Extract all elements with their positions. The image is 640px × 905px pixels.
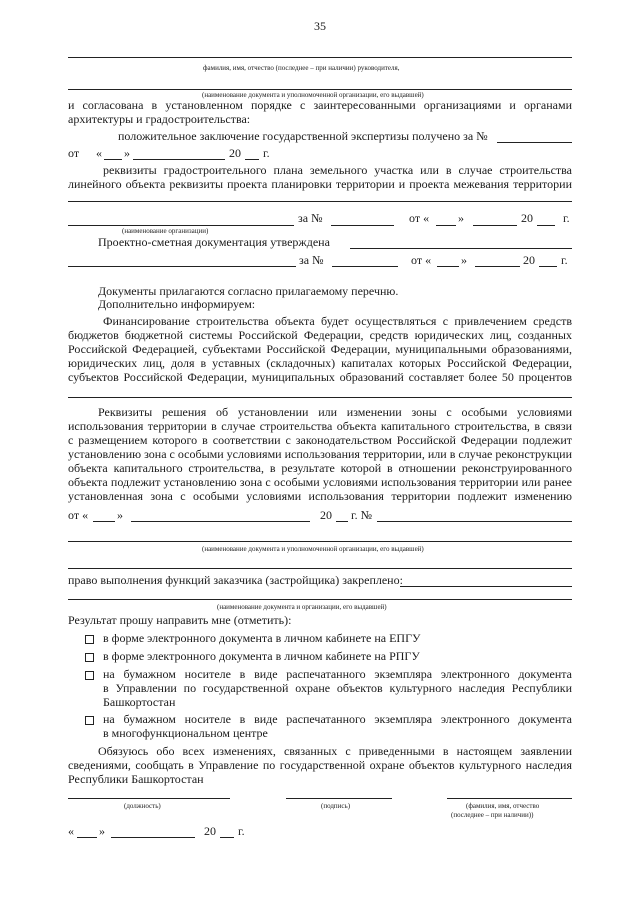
doc-org-caption-1: (наименование документа и уполномоченной организации, его выдавшей)	[202, 91, 424, 99]
position-line	[68, 798, 230, 799]
doc-org-line-2	[68, 541, 572, 542]
expertise-year-line	[245, 159, 259, 160]
expertise-month-line	[133, 159, 225, 160]
zone-number-line	[377, 521, 572, 522]
expertise-date-from: от	[68, 146, 80, 160]
zone-ot: от «	[68, 508, 89, 522]
gpzu-day-line	[436, 225, 456, 226]
obligation-line: Республики Башкортостан	[68, 772, 204, 786]
expertise-quote-close: »	[124, 146, 130, 160]
financing-fill-line	[68, 397, 572, 398]
expertise-text: положительное заключение государственной экспертизы получено за №	[118, 129, 488, 143]
final-quote-open: «	[68, 824, 74, 838]
gpzu-line-1: реквизиты градостроительного плана земельного участка или в случае строительства	[103, 163, 572, 177]
zone-line: установлению зона с особыми условиями использования территории, или в случае реконструкции	[68, 447, 572, 461]
estimate-year-line	[539, 266, 557, 267]
estimate-year: 20	[523, 253, 535, 267]
gpzu-year: 20	[521, 211, 533, 225]
doc-org-caption-2: (наименование документа и уполномоченной организации, его выдавшей)	[202, 545, 424, 553]
option-checkbox[interactable]	[85, 635, 94, 644]
estimate-month-line	[475, 266, 520, 267]
additional-text: Дополнительно информируем:	[98, 297, 256, 311]
option-label: в многофункциональном центре	[103, 726, 268, 740]
option-checkbox[interactable]	[85, 671, 94, 680]
doc-org-caption-3: (наименование документа и организации, его выдавшей)	[217, 603, 387, 611]
agreed-line-2: архитектуры и градостроительства:	[68, 112, 251, 126]
option-label: в форме электронного документа в личном кабинете на ЕПГУ	[103, 631, 421, 645]
financing-line: субъектов Российской Федерации, муниципальных образований составляет более 50 процентов	[68, 370, 572, 384]
option-label: в Управлении по государственной охране объектов культурного наследия Республики	[103, 681, 572, 695]
zone-year-no: г. №	[351, 508, 373, 522]
agreed-line-1: и согласована в установленном порядке с заинтересованными организациями и органами	[68, 98, 572, 112]
result-intro: Результат прошу направить мне (отметить):	[68, 613, 292, 627]
final-quote-close: »	[99, 824, 105, 838]
option-label: Башкортостан	[103, 695, 176, 709]
option-label: на бумажном носителе в виде распечатанного экземпляра электронного документа	[103, 712, 572, 726]
zone-line: объекта подлежит установлению зона с особыми условиями использования территории или ранее	[68, 475, 572, 489]
zone-year-line	[336, 521, 348, 522]
zone-year: 20	[320, 508, 332, 522]
zone-day-line	[93, 521, 115, 522]
zone-line: Реквизиты решения об установлении или изменении зоны с особыми условиями	[98, 405, 572, 419]
zone-line: использования территории в случае строительства объекта капитального строительства, в связи	[68, 419, 572, 433]
page-number: 35	[314, 19, 326, 33]
option-checkbox[interactable]	[85, 716, 94, 725]
zone-line: установленная зона с особыми условиями использования территории подлежит изменению	[68, 489, 572, 503]
option-label: на бумажном носителе в виде распечатанного экземпляра электронного документа	[103, 667, 572, 681]
zone-line: объекта капитального строительства, в результате которой в отношении реконструированного	[68, 461, 572, 475]
doc-org-line-1	[68, 89, 572, 90]
obligation-line: Обязуюсь обо всех изменениях, связанных с приведенными в настоящем заявлении	[98, 744, 572, 758]
signature-line	[286, 798, 392, 799]
zone-quote-close: »	[117, 508, 123, 522]
final-year: 20	[204, 824, 216, 838]
signature-caption: (подпись)	[321, 802, 351, 810]
gpzu-quote-close: »	[458, 211, 464, 225]
expertise-quote-open: «	[96, 146, 102, 160]
fio-caption-2: (последнее – при наличии))	[451, 811, 534, 819]
final-year-line	[220, 837, 234, 838]
estimate-quote-close: »	[461, 253, 467, 267]
customer-text: право выполнения функций заказчика (застройщика) закреплено:	[68, 573, 403, 587]
estimate-org-line	[68, 266, 296, 267]
final-day-line	[77, 837, 97, 838]
final-month-line	[111, 837, 195, 838]
gpzu-year-suffix: г.	[563, 211, 570, 225]
gpzu-line-2: линейного объекта реквизиты проекта планировки территории и проекта межевания территории	[68, 177, 572, 191]
gpzu-year-line	[537, 225, 555, 226]
customer-fill-line	[400, 586, 572, 587]
gpzu-number-line	[331, 225, 394, 226]
zone-line: с размещением которого в соответствии с законодательством Российской Федерации подлежит	[68, 433, 572, 447]
final-year-suffix: г.	[238, 824, 245, 838]
gpzu-za-no: за №	[298, 211, 323, 225]
financing-line: Российской Федерацией, субъектами Российской Федерации, муниципальными образованиями,	[68, 342, 572, 356]
financing-line: юридических лиц, доля в уставных (складочных) капиталах которых Российской Федерации,	[68, 356, 572, 370]
option-label: в форме электронного документа в личном кабинете на РПГУ	[103, 649, 420, 663]
gpzu-ot: от «	[409, 211, 430, 225]
fio-line	[447, 798, 572, 799]
head-fio-caption: фамилия, имя, отчество (последнее – при наличии) руководителя,	[203, 64, 400, 72]
estimate-za-no: за №	[299, 253, 324, 267]
doc-org-line-3	[68, 599, 572, 600]
estimate-text: Проектно-сметная документация утверждена	[98, 235, 330, 249]
head-fio-line	[68, 57, 572, 58]
obligation-line: сведениями, сообщать в Управление по государственной охране объектов культурного наследия	[68, 758, 572, 772]
financing-line: бюджетов бюджетной системы Российской Федерации, средств юридических лиц, созданных	[68, 328, 572, 342]
expertise-number-line	[497, 142, 572, 143]
estimate-number-line	[332, 266, 398, 267]
expertise-year-suffix: г.	[263, 146, 270, 160]
customer-top-line	[68, 568, 572, 569]
estimate-day-line	[437, 266, 459, 267]
expertise-day-line	[104, 159, 122, 160]
estimate-approver-line	[350, 248, 572, 249]
gpzu-month-line	[473, 225, 517, 226]
estimate-year-suffix: г.	[561, 253, 568, 267]
zone-month-line	[131, 521, 310, 522]
org-name-caption: (наименование организации)	[122, 227, 209, 235]
option-checkbox[interactable]	[85, 653, 94, 662]
org-name-line	[68, 225, 294, 226]
financing-line: Финансирование строительства объекта будет осуществляться с привлечением средств	[103, 314, 572, 328]
position-caption: (должность)	[124, 802, 161, 810]
attached-text: Документы прилагаются согласно прилагаемому перечню.	[98, 284, 399, 298]
fio-caption-1: (фамилия, имя, отчество	[466, 802, 540, 810]
expertise-year: 20	[229, 146, 241, 160]
gpzu-fill-line	[68, 201, 572, 202]
estimate-ot: от «	[411, 253, 432, 267]
